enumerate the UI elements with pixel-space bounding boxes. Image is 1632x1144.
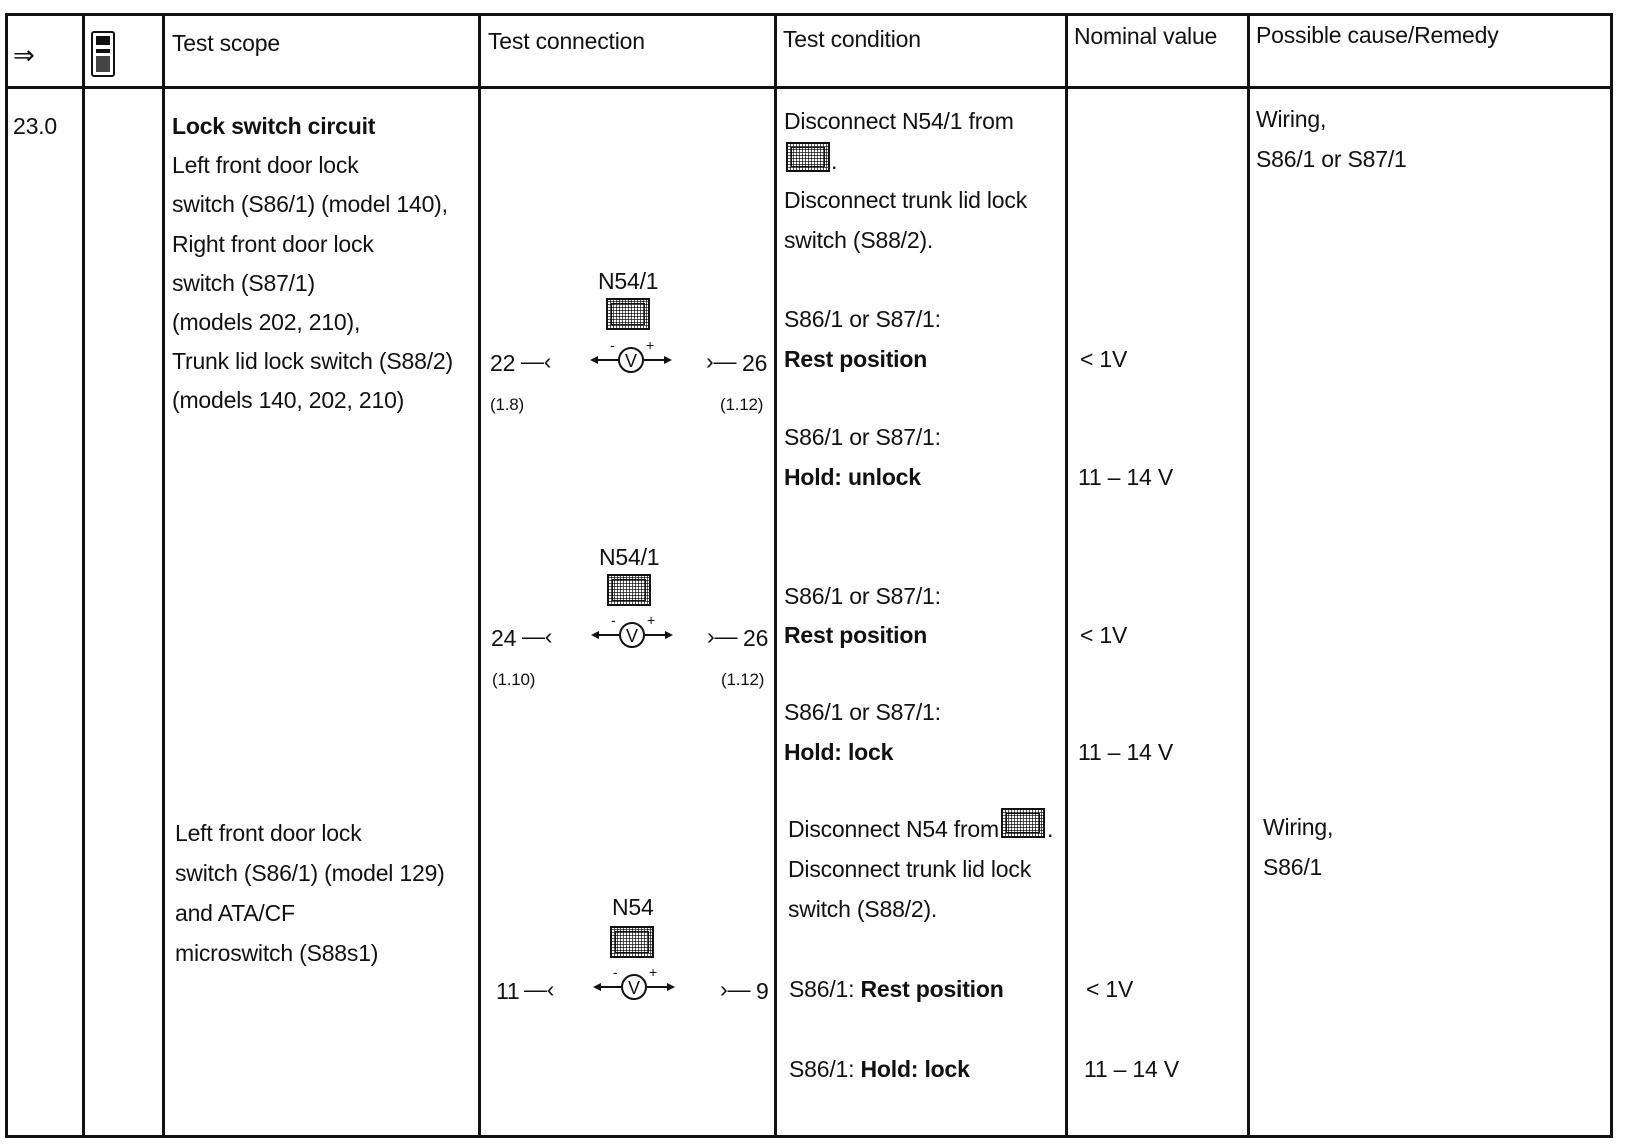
control-unit-icon	[607, 574, 651, 606]
col-divider-1	[82, 13, 85, 1138]
scope2-line: and ATA/CF	[175, 900, 295, 926]
col-divider-4	[774, 13, 777, 1138]
conn3-left-pin: 11	[496, 978, 520, 1004]
cause2-line: S86/1	[1263, 854, 1323, 880]
conn2-left-ref: (1.10)	[492, 670, 536, 689]
conn2-right-ref: (1.12)	[721, 670, 765, 689]
scope-line: switch (S87/1)	[172, 270, 315, 296]
cond-b2-label: S86/1 or S87/1:	[784, 699, 941, 725]
nominal-b1: < 1V	[1080, 622, 1128, 648]
nominal-a1: < 1V	[1080, 346, 1128, 372]
cond3-line1: Disconnect N54 from	[788, 816, 999, 842]
conn1-right-plug: ›—	[706, 348, 737, 374]
control-unit-icon	[1001, 808, 1045, 838]
conn2-right-plug: ›—	[707, 623, 738, 649]
cond1-line2: Disconnect trunk lid lock	[784, 187, 1027, 213]
cond1-line1: Disconnect N54/1 from	[784, 108, 1014, 134]
svg-text:V: V	[625, 626, 639, 646]
conn1-right-ref: (1.12)	[720, 395, 764, 414]
cause1-line: Wiring,	[1256, 106, 1327, 132]
col-divider-3	[478, 13, 481, 1138]
cond3-line2: Disconnect trunk lid lock	[788, 856, 1031, 882]
cond-a2-label: S86/1 or S87/1:	[784, 424, 941, 450]
scope-line: Right front door lock	[172, 231, 374, 257]
conn2-left-plug: —‹	[522, 623, 553, 649]
scope-line: switch (S86/1) (model 140),	[172, 191, 448, 217]
header-possible-cause: Possible cause/Remedy	[1256, 22, 1499, 48]
scope-line: Trunk lid lock switch (S88/2)	[172, 348, 453, 374]
voltmeter-icon	[588, 340, 674, 376]
scope-line: (models 202, 210),	[172, 309, 361, 335]
conn2-unit-label: N54/1	[599, 544, 660, 570]
header-test-connection: Test connection	[488, 28, 645, 54]
svg-text:V: V	[627, 978, 641, 998]
svg-text:-: -	[610, 340, 615, 353]
cause2-line: Wiring,	[1263, 814, 1334, 840]
cond-a1-label: S86/1 or S87/1:	[784, 306, 941, 332]
tester-icon	[90, 30, 116, 78]
scope-title: Lock switch circuit	[172, 113, 376, 139]
svg-text:+: +	[649, 967, 658, 980]
cond-c2-state: Hold: lock	[860, 1056, 970, 1082]
conn2-left-pin: 24	[491, 625, 517, 651]
cond-c1	[789, 978, 1004, 1001]
conn1-left-plug: —‹	[521, 348, 552, 374]
cause1-line: S86/1 or S87/1	[1256, 146, 1407, 172]
svg-text:-: -	[613, 967, 618, 980]
cond3-line3: switch (S88/2).	[788, 896, 938, 922]
header-test-condition: Test condition	[783, 26, 921, 52]
header-nominal-value: Nominal value	[1074, 23, 1218, 49]
cond-c2	[789, 1058, 970, 1081]
cond-b2-state: Hold: lock	[784, 739, 894, 765]
cond-b1-state: Rest position	[784, 622, 928, 648]
cond-c1-label: S86/1:	[789, 976, 861, 1002]
col-divider-2	[162, 13, 165, 1138]
header-divider	[5, 86, 1613, 89]
row-number: 23.0	[13, 113, 57, 139]
cond1-line1-end: .	[831, 148, 838, 174]
scope2-line: microswitch (S88s1)	[175, 940, 379, 966]
cond3-line1-end: .	[1047, 816, 1054, 842]
scope2-line: switch (S86/1) (model 129)	[175, 860, 445, 886]
scope-line: Left front door lock	[172, 152, 359, 178]
control-unit-icon	[606, 298, 650, 330]
header-test-scope: Test scope	[172, 30, 280, 56]
svg-text:+: +	[647, 615, 656, 628]
col-divider-5	[1065, 13, 1068, 1138]
nominal-c1: < 1V	[1086, 976, 1134, 1002]
cond-a1-state: Rest position	[784, 346, 928, 372]
svg-text:+: +	[646, 340, 655, 353]
cond-c2-label: S86/1:	[789, 1056, 861, 1082]
conn2-right-pin: 26	[743, 625, 769, 651]
header-arrow: ⇒	[13, 40, 35, 70]
nominal-a2: 11 – 14 V	[1078, 464, 1173, 490]
cond-b1-label: S86/1 or S87/1:	[784, 583, 941, 609]
conn3-right-plug: ›—	[720, 976, 751, 1002]
cond1-line3: switch (S88/2).	[784, 227, 934, 253]
voltmeter-icon	[591, 967, 677, 1003]
conn3-right-pin: 9	[756, 978, 769, 1004]
conn3-unit-label: N54	[612, 894, 654, 920]
scope2-line: Left front door lock	[175, 820, 362, 846]
cond-a2-state: Hold: unlock	[784, 464, 921, 490]
cond-c1-state: Rest position	[860, 976, 1004, 1002]
conn1-left-ref: (1.8)	[490, 395, 524, 414]
conn1-left-pin: 22	[490, 350, 516, 376]
col-divider-6	[1247, 13, 1250, 1138]
nominal-c2: 11 – 14 V	[1084, 1056, 1179, 1082]
nominal-b2: 11 – 14 V	[1078, 739, 1173, 765]
control-unit-icon	[610, 926, 654, 958]
svg-text:-: -	[611, 615, 616, 628]
svg-text:V: V	[624, 351, 638, 371]
conn1-right-pin: 26	[742, 350, 768, 376]
conn3-left-plug: —‹	[524, 976, 555, 1002]
scope-line: (models 140, 202, 210)	[172, 387, 405, 413]
table-border	[5, 13, 1613, 1138]
voltmeter-icon	[589, 615, 675, 651]
control-unit-icon	[786, 142, 830, 172]
conn1-unit-label: N54/1	[598, 268, 659, 294]
